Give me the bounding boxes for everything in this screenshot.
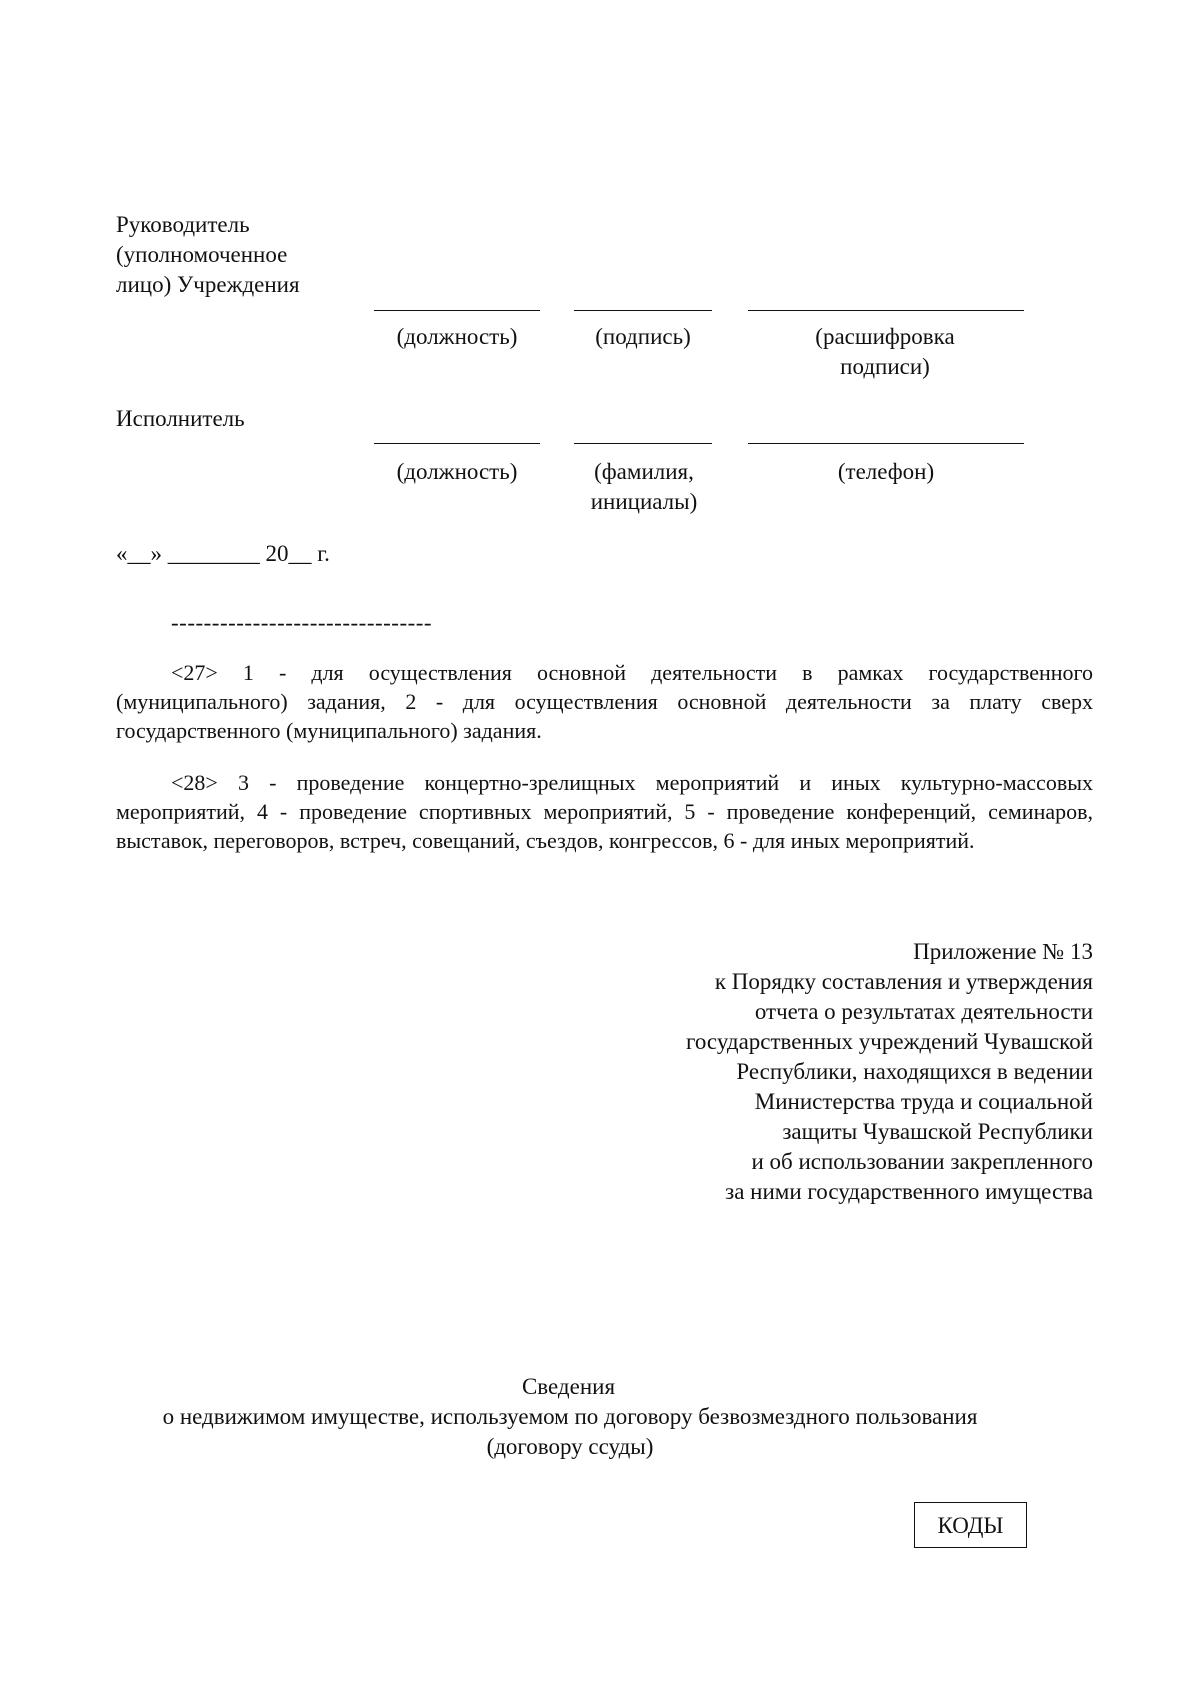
appendix-line: защиты Чувашской Республики <box>782 1119 1093 1144</box>
appendix-line: Приложение № 13 <box>913 939 1093 964</box>
head-signature-caption: (подпись) <box>595 324 691 349</box>
appendix-line: Министерства труда и социальной <box>754 1089 1093 1114</box>
appendix-line: отчета о результатах деятельности <box>754 999 1093 1024</box>
codes-box: КОДЫ <box>914 1502 1027 1548</box>
appendix-line: к Порядку составления и утверждения <box>714 969 1093 994</box>
executor-label: Исполнитель <box>116 406 245 431</box>
appendix-line: за ними государственного имущества <box>725 1179 1093 1204</box>
head-signature-line <box>574 310 712 311</box>
footnote-27: <27> 1 - для осуществления основной деятельности в рамках государственного (муниципального) задания, 2 - для осуществления основной деятельности за плату сверх государственного (муниципального) задания. <box>116 660 1093 743</box>
date-line: «__» ________ 20__ г. <box>116 541 330 566</box>
appendix-line: Республики, находящихся в ведении <box>736 1059 1093 1084</box>
appendix-line: и об использовании закрепленного <box>751 1149 1093 1174</box>
head-position-line <box>374 310 540 311</box>
executor-phone-line <box>748 443 1024 444</box>
executor-position-caption: (должность) <box>396 459 518 484</box>
executor-name-caption: (фамилия, инициалы) <box>590 459 698 514</box>
head-decoding-line <box>748 310 1024 311</box>
head-label: Руководитель (уполномоченное лицо) Учреждения <box>116 212 300 297</box>
form-title: Сведения <box>521 1374 616 1399</box>
appendix-line: государственных учреждений Чувашской <box>685 1029 1093 1054</box>
executor-name-line <box>574 443 712 444</box>
footnote-28: <28> 3 - проведение концертно-зрелищных мероприятий и иных культурно-массовых мероприятий, 4 - проведение спортивных мероприятий, 5 - проведение конференций, семинаров, выставок, переговоров, встреч, совещаний, съездов, конгрессов, 6 - для иных мероприятий. <box>116 770 1093 853</box>
head-position-caption: (должность) <box>396 324 518 349</box>
form-subtitle: о недвижимом имуществе, используемом по договору безвозмездного пользования (договору ссуды) <box>162 1404 978 1459</box>
head-decoding-caption: (расшифровка подписи) <box>815 324 955 379</box>
appendix-header <box>560 937 1093 1207</box>
executor-position-line <box>374 443 540 444</box>
footnote-separator: -------------------------------- <box>171 610 433 635</box>
executor-phone-caption: (телефон) <box>837 459 935 484</box>
